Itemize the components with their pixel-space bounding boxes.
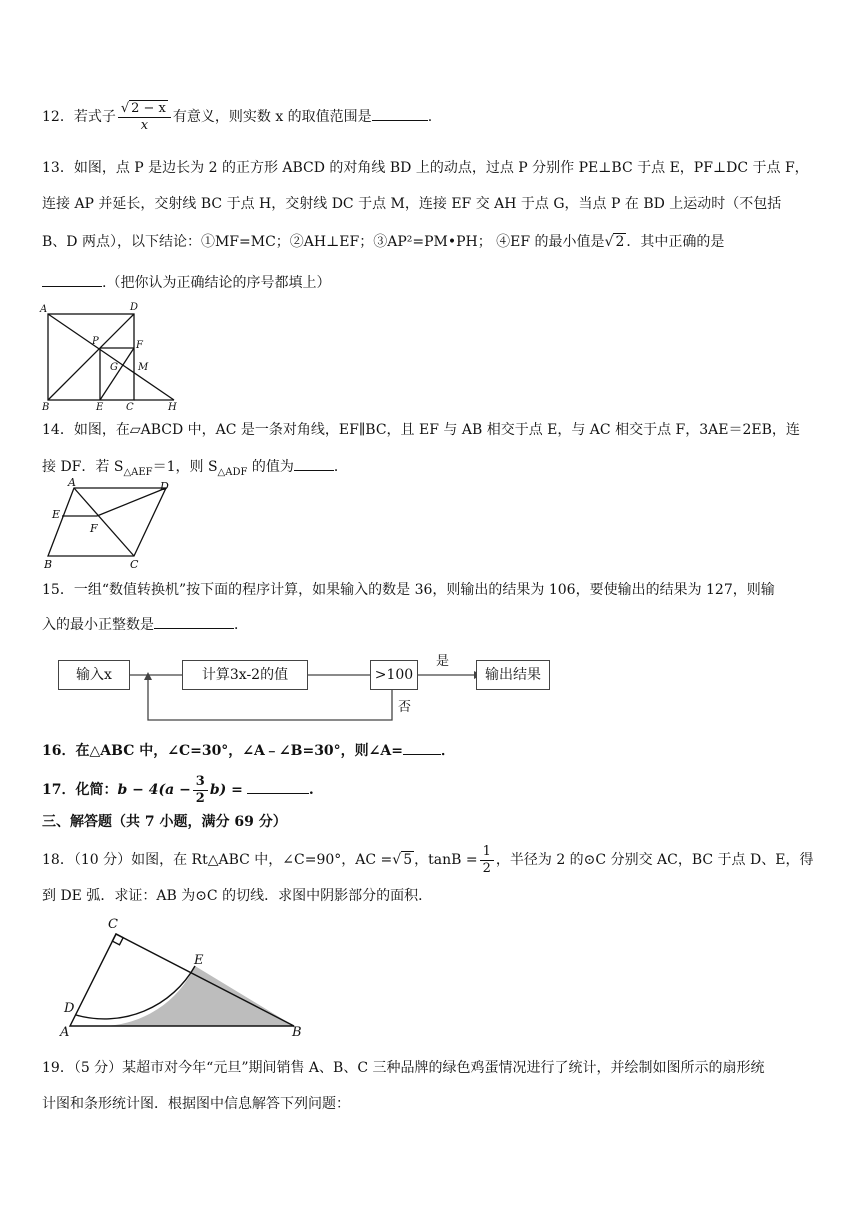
q19-line1: 19．（5 分）某超市对今年“元旦”期间销售 A、B、C 三种品牌的绿色鸡蛋情况进行了统计，并绘制如图所示的扇形统	[42, 1060, 765, 1076]
q18-fraction: $\frac{1}{2}$	[480, 844, 494, 877]
q13-line1: 13．如图，点 P 是边长为 2 的正方形 ABCD 的对角线 BD 上的动点，过点 P 分别作 PE⊥BC 于点 E，PF⊥DC 于点 F，	[42, 160, 809, 176]
flow-no-label: 否	[398, 700, 412, 715]
q14-line1: 14．如图，在▱ABCD 中，AC 是一条对角线，EF∥BC，且 EF 与 AB 相交于点 E，与 AC 相交于点 F，3AE＝2EB，连	[42, 422, 800, 438]
q13-label-P: P	[92, 336, 99, 347]
q12-fraction: $\frac{√ 2 - x}{x}$	[118, 101, 171, 134]
q17-fraction: $\frac{3}{2}$	[193, 774, 208, 807]
q19-line2: 计图和条形统计图．根据图中信息解答下列问题：	[42, 1096, 350, 1112]
q17-expr-a: b − 4(a −	[117, 782, 191, 798]
q12-frac-num: 2 − x	[131, 100, 166, 116]
q15-line2: 入的最小正整数是 ．	[42, 614, 248, 635]
q14-label-E: E	[52, 508, 61, 521]
q13-label-G: G	[110, 362, 118, 373]
q16-answer-blank[interactable]	[403, 740, 441, 755]
q18-label-C: C	[108, 917, 118, 932]
q12-answer-blank[interactable]	[372, 106, 428, 121]
flow-condition-box: >100	[370, 660, 418, 690]
q13-line4: .（把你认为正确结论的序号都填上）	[42, 272, 330, 293]
q14-label-C: C	[130, 558, 139, 571]
q18-label-E: E	[194, 953, 204, 968]
flow-input-box: 输入x	[58, 660, 130, 690]
q18-label-A: A	[60, 1025, 70, 1040]
q15-line1: 15．一组“数值转换机”按下面的程序计算，如果输入的数是 36，则输出的结果为 106，要使输出的结果为 127，则输	[42, 582, 775, 598]
q13-figure	[38, 298, 188, 413]
q13-answer-blank[interactable]	[42, 272, 102, 287]
q14-label-B: B	[44, 558, 53, 571]
q13-label-E: E	[96, 402, 104, 413]
q18-line1: 18．（10 分）如图，在 Rt△ABC 中，∠C=90°，AC =√ 5 ，tanB = $\frac{1}{2}$ ，半径为 2 的⊙C 分别交 AC，BC 于点 D、E，得	[42, 843, 814, 876]
section3-heading: 三、解答题（共 7 小题，满分 69 分）	[42, 814, 287, 830]
flow-output-box: 输出结果	[476, 660, 550, 690]
q18-figure	[56, 912, 326, 1042]
q13-line3: B、D 两点），以下结论：①MF=MC；②AH⊥EF；③AP²=PM•PH； ④EF 的最小值是√ 2 ．其中正确的是	[42, 234, 725, 250]
q13-label-F: F	[136, 340, 143, 351]
flow-yes-label: 是	[436, 654, 450, 669]
q18-line2: 到 DE 弧．求证：AB 为⊙C 的切线．求图中阴影部分的面积．	[42, 888, 433, 904]
q13-sqrt: 2	[615, 234, 625, 250]
q14-label-F: F	[90, 522, 98, 535]
q13-label-H: H	[168, 402, 177, 413]
q13-line2: 连接 AP 并延长，交射线 BC 于点 H，交射线 DC 于点 M，连接 EF 交 AH 于点 G，当点 P 在 BD 上运动时（不包括	[42, 196, 782, 212]
flow-compute-box: 计算3x-2的值	[182, 660, 308, 690]
q18-label-B: B	[292, 1025, 302, 1040]
q16-line: 16．在△ABC 中，∠C=30°，∠A﹣∠B=30°，则∠A= ．	[42, 740, 455, 761]
q18-shaded-region	[103, 966, 294, 1026]
q12-frac-den: x	[140, 117, 149, 133]
q14-figure	[44, 476, 184, 571]
q12-line: 12．若式子 $\frac{√ 2 - x}{x}$ 有意义，则实数 x 的取值范围是 .	[42, 100, 433, 133]
q14-label-A: A	[68, 476, 76, 489]
q12-post: 有意义，则实数 x 的取值范围是	[172, 109, 372, 125]
q17-expr-b: b) =	[209, 782, 243, 798]
q14-answer-blank[interactable]	[294, 456, 334, 471]
q13-label-A: A	[40, 304, 48, 315]
q13-label-M: M	[138, 362, 149, 373]
q17-line: 17．化简：b − 4(a − $\frac{3}{2}$ b) = .	[42, 773, 314, 806]
q17-answer-blank[interactable]	[247, 779, 309, 794]
q14-line2: 接 DF．若 $S_{\triangle AEF}=1$，则 $S_{\triangle ADF}$ 的值为 ．	[42, 456, 348, 483]
q14-label-D: D	[160, 480, 169, 493]
q13-label-C: C	[126, 402, 134, 413]
q18-label-D: D	[64, 1001, 75, 1016]
q12-pre: 若式子	[73, 109, 116, 125]
q13-label-B: B	[42, 402, 50, 413]
q12-number: 12．	[42, 109, 74, 125]
q13-label-D: D	[130, 302, 139, 313]
q15-answer-blank[interactable]	[154, 614, 234, 629]
